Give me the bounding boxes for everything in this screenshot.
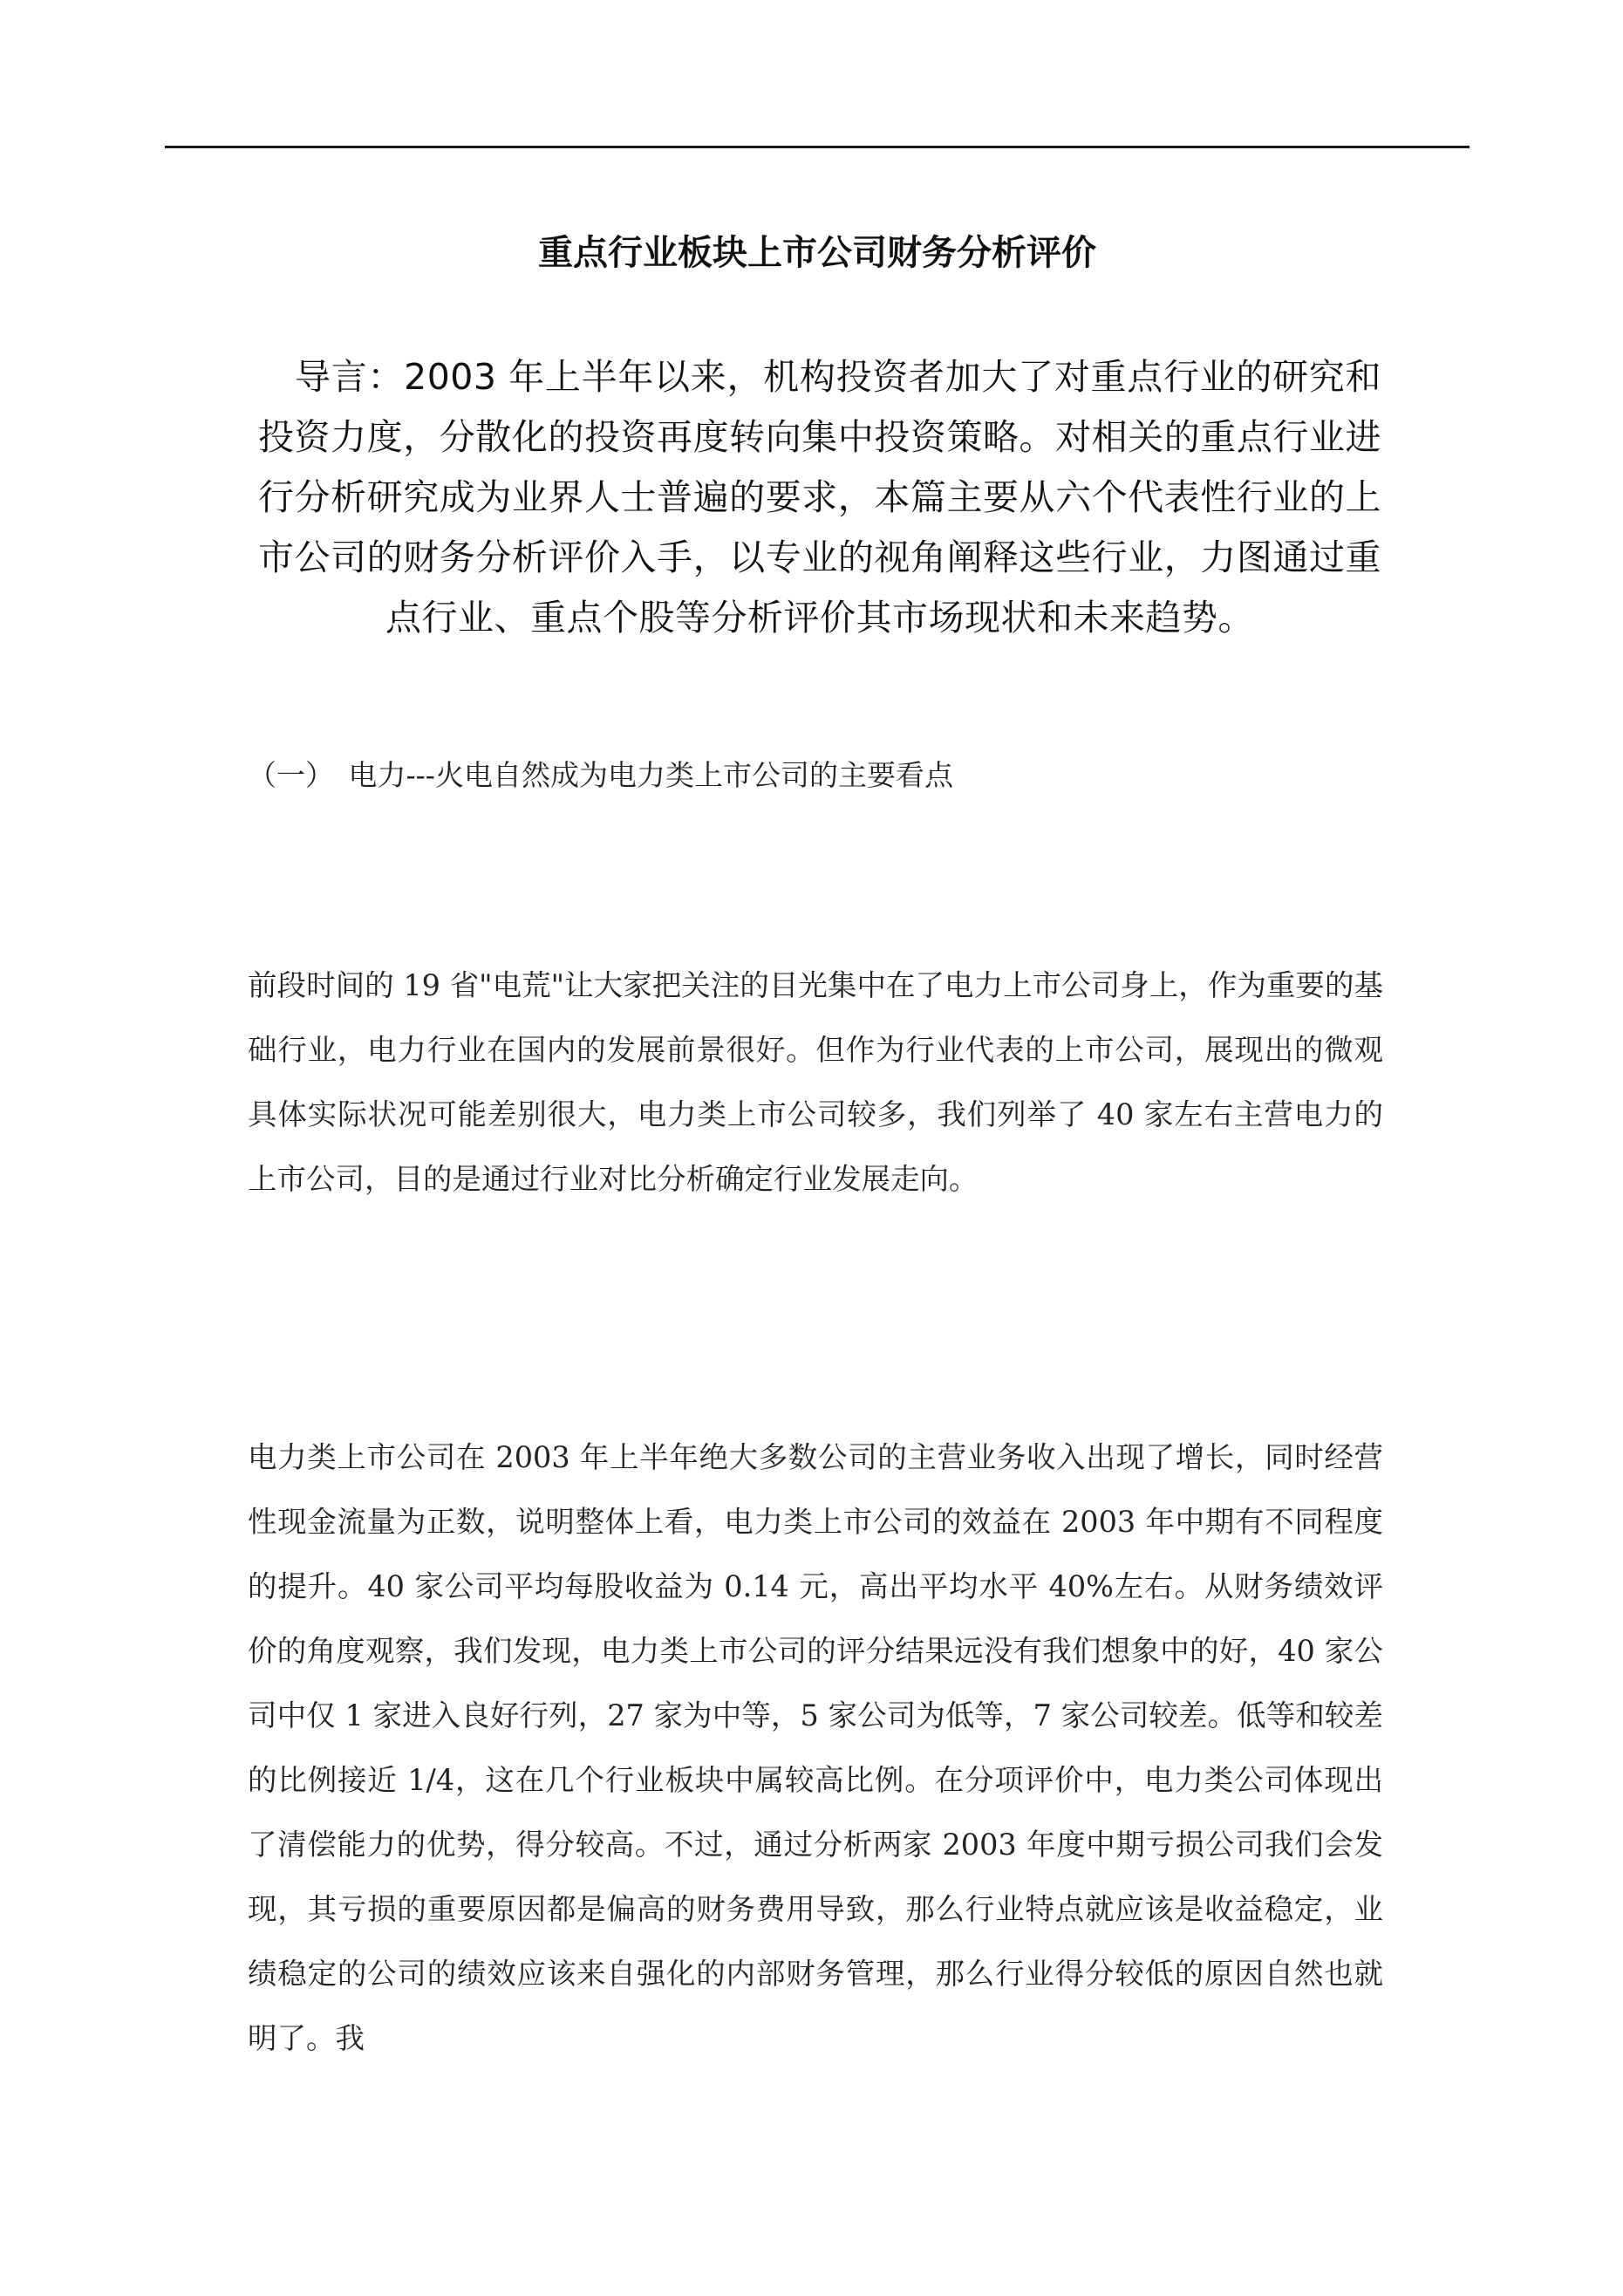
section-heading: （一） 电力---火电自然成为电力类上市公司的主要看点 — [248, 758, 953, 792]
header-rule — [165, 146, 1470, 148]
body-paragraph: 前段时间的 19 省"电荒"让大家把关注的目光集中在了电力上市公司身上，作为重要的基础行业，电力行业在国内的发展前景很好。但作为行业代表的上市公司，展现出的微观具体实际状况可能差别很大，电力类上市公司较多，我们列举了 40 家左右主营电力的上市公司，目的是通过行业对比分析确定行业发展走向。 — [248, 968, 1383, 1196]
intro-paragraph: 导言：2003 年上半年以来，机构投资者加大了对重点行业的研究和投资力度，分散化的投资再度转向集中投资策略。对相关的重点行业进行分析研究成为业界人士普遍的要求，本篇主要从六个代表性行业的上市公司的财务分析评价入手，以专业的视角阐释这些行业，力图通过重点行业、重点个股等分析评价其市场现状和未来趋势。 — [258, 356, 1381, 639]
body-paragraph: 电力类上市公司在 2003 年上半年绝大多数公司的主营业务收入出现了增长，同时经营性现金流量为正数，说明整体上看，电力类上市公司的效益在 2003 年中期有不同程度的提升。40 家公司平均每股收益为 0.14 元，高出平均水平 40%左右。从财务绩效评价的角度观察，我们发现，电力类上市公司的评分结果远没有我们想象中的好，40 家公司中仅 1 家进入良好行列，27 家为中等，5 家公司为低等，7 家公司较差。低等和较差的比例接近 1/4，这在几个行业板块中属较高比例。在分项评价中，电力类公司体现出了清偿能力的优势，得分较高。不过，通过分析两家 2003 年度中期亏损公司我们会发现，其亏损的重要原因都是偏高的财务费用导致，那么行业特点就应该是收益稳定，业绩稳定的公司的绩效应该来自强化的内部财务管理，那么行业得分较低的原因自然也就明了。我 — [248, 1440, 1383, 2055]
document-title: 重点行业板块上市公司财务分析评价 — [538, 233, 1096, 273]
